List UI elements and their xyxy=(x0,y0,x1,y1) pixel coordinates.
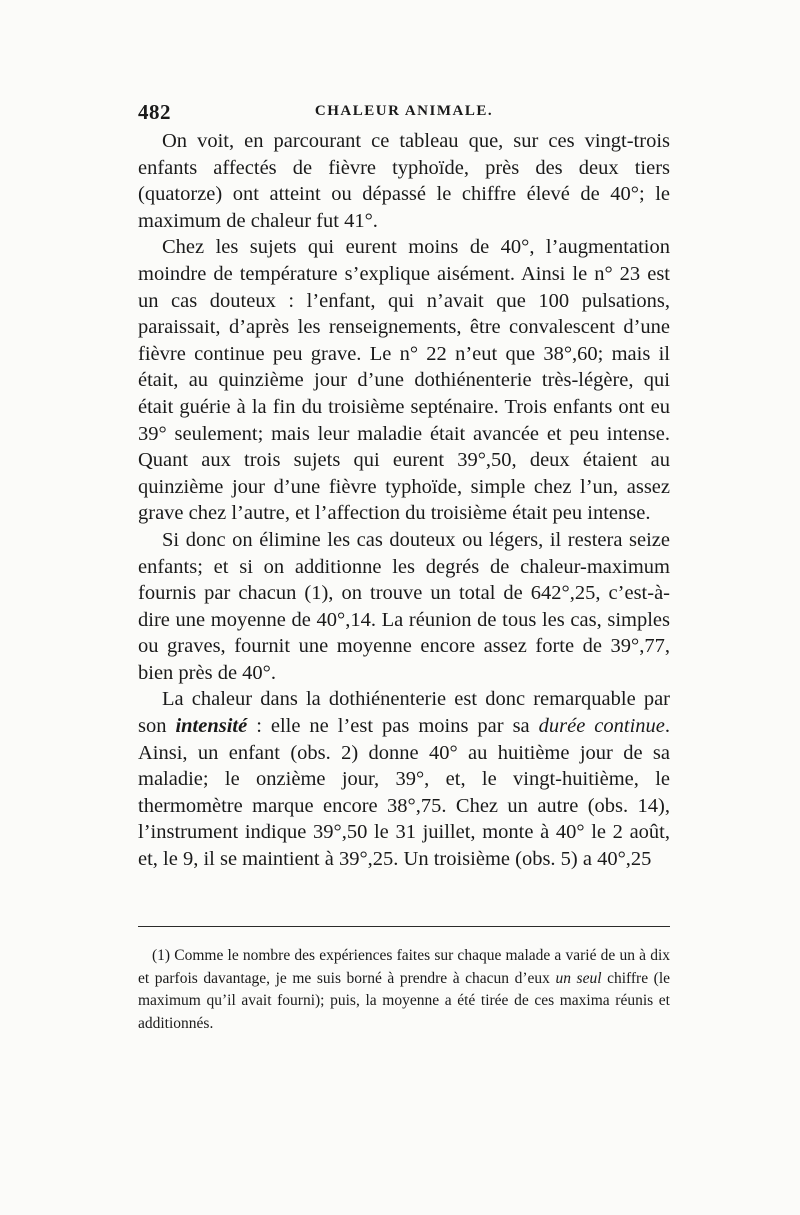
emphasis-duree-continue: durée continue xyxy=(538,715,665,738)
paragraph-4-text-c: . Ainsi, un enfant (obs. 2) donne 40° au huitième jour de sa maladie; le onzième jour, 39°, et, le vingt-huitième, le thermomètre marque encore 38°,75. Chez un autre (obs. 14), l’instrument indique 39°,50 le 31 juillet, monte à 40° le 2 août, et, le 9, il se maintient à 39°,25. Un troisième (obs. 5) a 40°,25 xyxy=(138,715,670,871)
page-number: 482 xyxy=(138,100,171,124)
footnote-text-b: chiffre (le maximum qu’il avait fourni); puis, la moyenne a été tirée de ces maxima réunis et additionnés. xyxy=(138,969,671,1032)
paragraph-3 xyxy=(138,527,670,687)
footnote-rule xyxy=(138,926,670,927)
paragraph-1-text: On voit, en parcourant ce tableau que, sur ces vingt-trois enfants affectés de fièvre typhoïde, près des deux tiers (quatorze) ont atteint ou dépassé le chiffre élevé de 40°; le maximum de chaleur fut 41°. xyxy=(138,130,670,232)
footnote-emphasis: un seul xyxy=(555,969,602,987)
emphasis-intensite: intensité xyxy=(175,715,248,738)
paragraph-2-text: Chez les sujets qui eurent moins de 40°, l’augmentation moindre de température s’explique aisément. Ainsi le n° 23 est un cas douteux : l’enfant, qui n’avait que 100 pulsations, paraissait, d’après les renseignements, être convalescent d’une fièvre continue peu grave. Le n° 22 n’eut que 38°,60; mais il était, au quinzième jour d’une dothiénenterie très-légère, qui était guérie à la fin du troisième septénaire. Trois enfants ont eu 39° seulement; mais leur maladie était avancée et peu intense. Quant aux trois sujets qui eurent 39°,50, deux étaient au quinzième jour d’une fièvre typhoïde, simple chez l’un, assez grave chez l’autre, et l’affection du troisième était peu intense. xyxy=(138,236,670,525)
page-header xyxy=(138,100,670,128)
paragraph-4-text-a: La chaleur dans la dothiénenterie est donc remarquable par son xyxy=(138,688,670,738)
paragraph-4-text-b: : elle ne l’est pas moins par sa xyxy=(247,715,539,738)
paragraph-4 xyxy=(138,686,670,872)
footnote-marker: (1) xyxy=(152,947,171,964)
paragraph-3-text: Si donc on élimine les cas douteux ou légers, il restera seize enfants; et si on additionne les degrés de chaleur-maximum fournis par chacun (1), on trouve un total de 642°,25, c’est-à-dire une moyenne de 40°,14. La réunion de tous les cas, simples ou graves, fournit une moyenne encore assez forte de 39°,77, bien près de 40°. xyxy=(138,528,670,684)
paragraph-2 xyxy=(138,234,670,527)
footnote-text-a: Comme le nombre des expériences faites sur chaque malade a varié de un à dix et parfois davantage, je me suis borné à prendre à chacun d’eux xyxy=(138,947,670,987)
body-text xyxy=(138,128,670,873)
footnote xyxy=(138,945,670,1035)
running-title: CHALEUR ANIMALE. xyxy=(314,103,494,119)
paragraph-1 xyxy=(138,128,670,234)
